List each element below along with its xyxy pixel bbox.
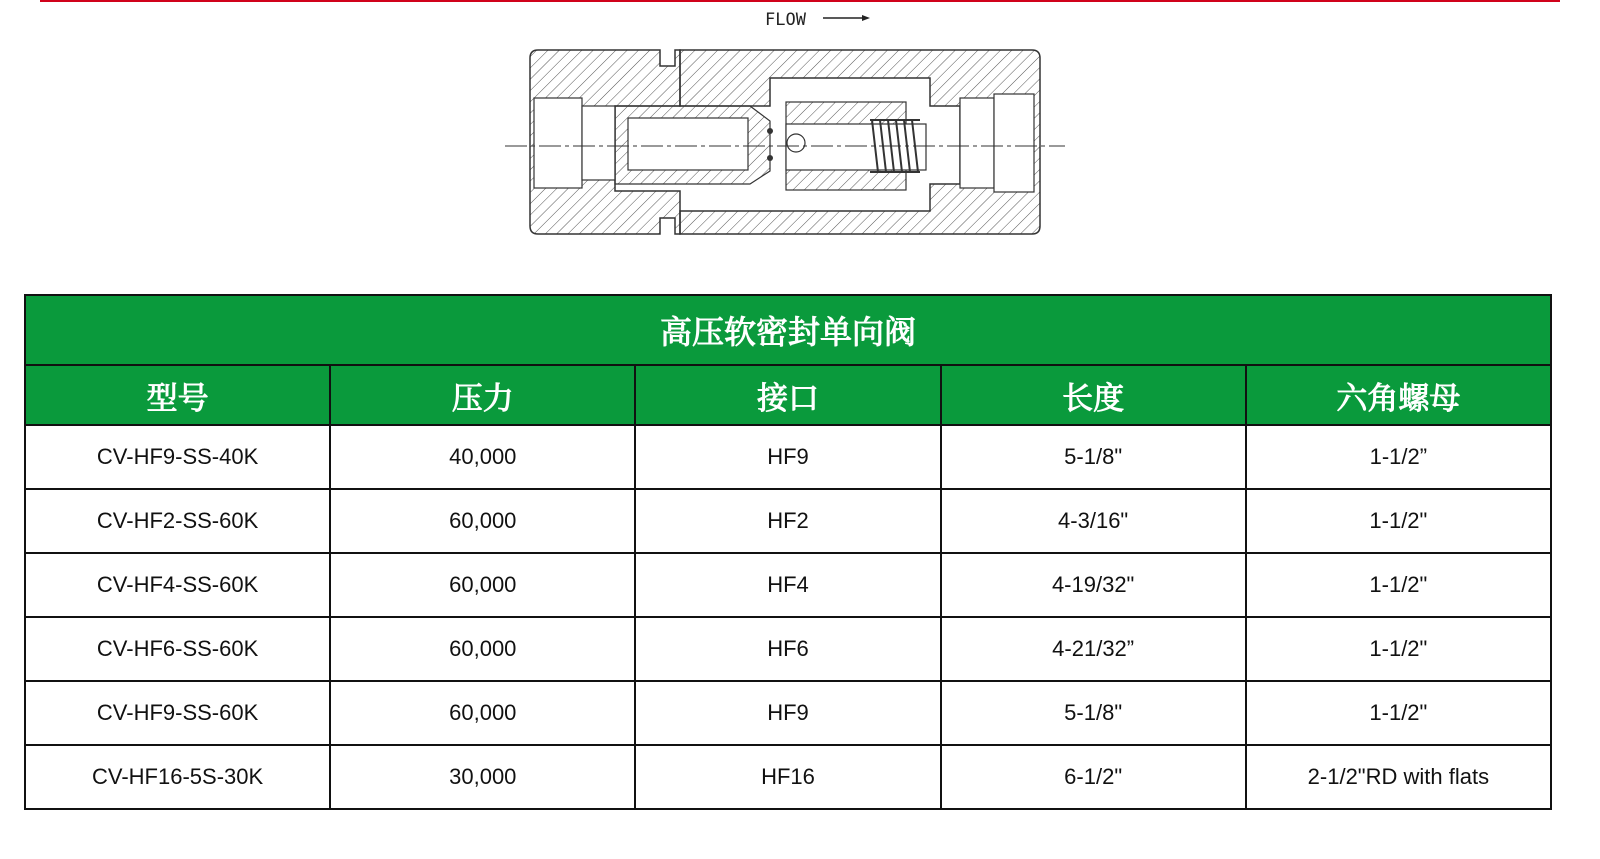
header-connection: 接口 xyxy=(635,365,940,425)
table-row xyxy=(25,617,1551,681)
cell-connection: HF4 xyxy=(635,553,940,617)
cell-model: CV-HF16-5S-30K xyxy=(25,745,330,809)
cell-hex-nut: 1-1/2" xyxy=(1246,681,1551,745)
table-row xyxy=(25,425,1551,489)
header-hex-nut: 六角螺母 xyxy=(1246,365,1551,425)
cell-connection: HF16 xyxy=(635,745,940,809)
cell-length: 4-21/32” xyxy=(941,617,1246,681)
cell-connection: HF9 xyxy=(635,425,940,489)
cell-model: CV-HF6-SS-60K xyxy=(25,617,330,681)
cell-hex-nut: 1-1/2" xyxy=(1246,617,1551,681)
cell-pressure: 60,000 xyxy=(330,681,635,745)
cell-pressure: 60,000 xyxy=(330,553,635,617)
cell-connection: HF2 xyxy=(635,489,940,553)
poppet-carrier xyxy=(615,106,770,184)
header-length: 长度 xyxy=(941,365,1246,425)
flow-arrow-icon xyxy=(823,15,870,21)
cell-hex-nut: 1-1/2" xyxy=(1246,489,1551,553)
table-header-row xyxy=(25,365,1551,425)
cell-length: 4-19/32" xyxy=(941,553,1246,617)
table-row xyxy=(25,553,1551,617)
cell-connection: HF9 xyxy=(635,681,940,745)
check-valve-cross-section xyxy=(490,6,1080,256)
cell-hex-nut: 1-1/2” xyxy=(1246,425,1551,489)
cell-pressure: 60,000 xyxy=(330,617,635,681)
spec-table xyxy=(24,294,1552,810)
table-row xyxy=(25,681,1551,745)
table-row xyxy=(25,489,1551,553)
cell-model: CV-HF9-SS-40K xyxy=(25,425,330,489)
cell-model: CV-HF9-SS-60K xyxy=(25,681,330,745)
header-pressure: 压力 xyxy=(330,365,635,425)
cell-length: 5-1/8" xyxy=(941,425,1246,489)
top-rule xyxy=(40,0,1560,2)
table-title-row xyxy=(25,295,1551,365)
cell-model: CV-HF4-SS-60K xyxy=(25,553,330,617)
flow-label: FLOW xyxy=(765,10,806,30)
table-row xyxy=(25,745,1551,809)
cell-length: 5-1/8" xyxy=(941,681,1246,745)
cell-length: 4-3/16" xyxy=(941,489,1246,553)
cell-pressure: 30,000 xyxy=(330,745,635,809)
table-title: 高压软密封单向阀 xyxy=(25,295,1551,365)
cell-model: CV-HF2-SS-60K xyxy=(25,489,330,553)
cell-connection: HF6 xyxy=(635,617,940,681)
header-model: 型号 xyxy=(25,365,330,425)
cell-pressure: 40,000 xyxy=(330,425,635,489)
cell-pressure: 60,000 xyxy=(330,489,635,553)
cell-hex-nut: 2-1/2"RD with flats xyxy=(1246,745,1551,809)
cell-length: 6-1/2" xyxy=(941,745,1246,809)
cell-hex-nut: 1-1/2" xyxy=(1246,553,1551,617)
